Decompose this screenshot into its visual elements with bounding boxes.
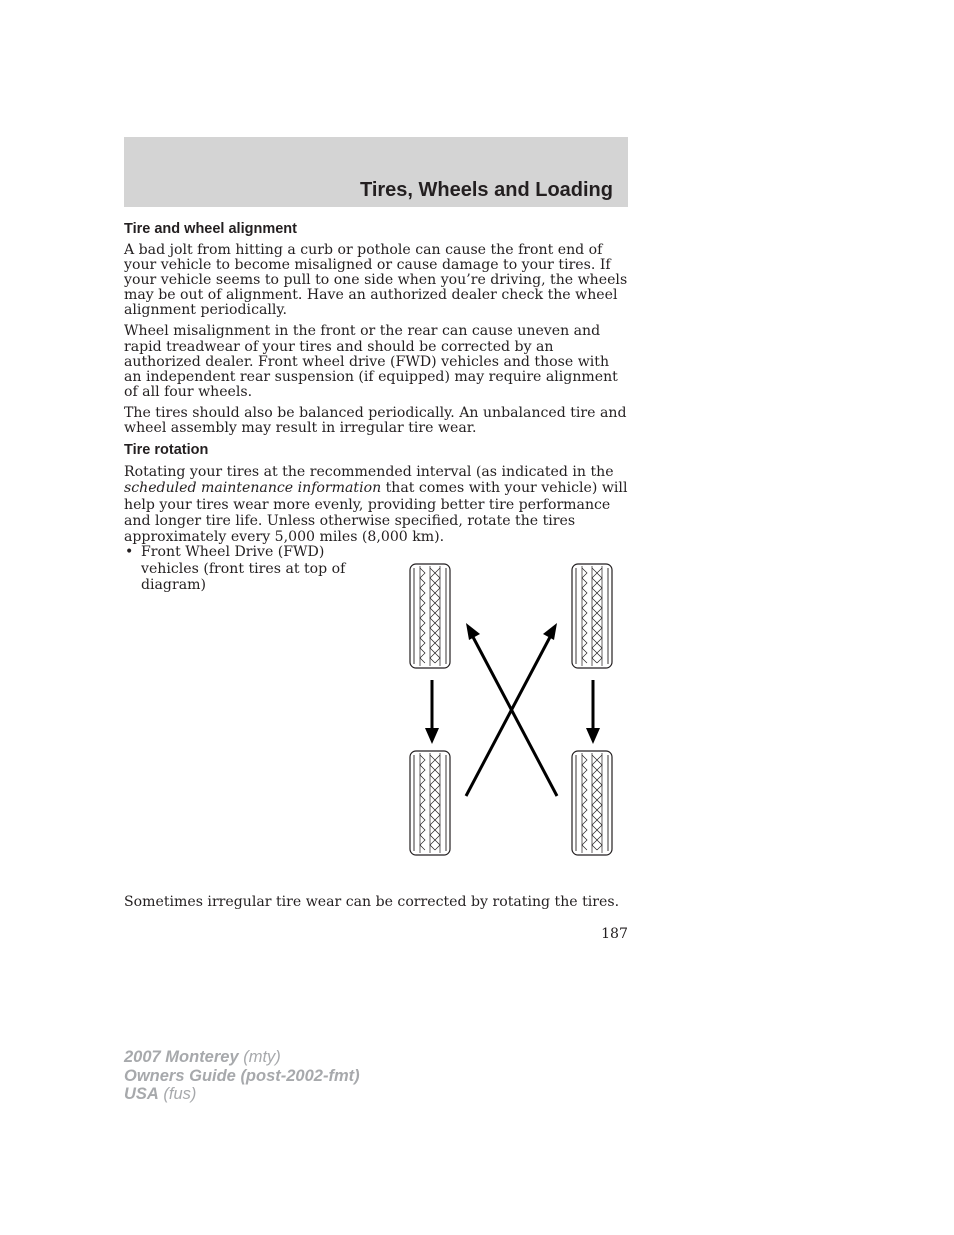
footer-region-code: (fus) (158, 1085, 197, 1103)
alignment-heading: Tire and wheel alignment (124, 221, 297, 237)
rotation-intro-italic: scheduled maintenance information (124, 480, 382, 497)
bullet-icon: • (125, 544, 134, 560)
footer-line-guide: Owners Guide (post-2002-fmt) (124, 1066, 360, 1085)
closing-paragraph: Sometimes irregular tire wear can be corrected by rotating the tires. (124, 894, 620, 910)
alignment-paragraph-3: The tires should also be balanced periodically. An unbalanced tire and wheel assembly may result in irregular tire wear. (124, 404, 627, 437)
alignment-paragraph-1: A bad jolt from hitting a curb or pothole can cause the front end of your vehicle to become misaligned or cause damage to your tires. If your vehicle seems to pull to one side when you’re driving, the wheels may be out of alignment. Have an authorized dealer check the wheel alignment periodically. (124, 242, 628, 319)
tire-rotation-diagram (400, 556, 630, 862)
fwd-bullet-text: Front Wheel Drive (FWD) vehicles (front tires at top of diagram) (141, 544, 346, 593)
page-number: 187 (601, 926, 628, 942)
footer-model: 2007 Monterey (124, 1048, 239, 1066)
footer-line-region (124, 1085, 360, 1104)
footer-line-model (124, 1048, 360, 1067)
rotation-intro-end: that comes with your vehicle) will help your tires wear more evenly, providing better tire performance and longer tire life. Unless otherwise specified, rotate the tires approximately every 5,000 miles (8,000 km). (124, 480, 628, 546)
front-left-tire-icon (410, 564, 450, 668)
document-footer (124, 1048, 360, 1104)
rear-left-tire-icon (410, 751, 450, 855)
section-title: Tires, Wheels and Loading (359, 179, 613, 201)
rotation-intro-start: Rotating your tires at the recommended interval (as indicated in the (124, 464, 614, 481)
rear-right-tire-icon (572, 751, 612, 855)
rotation-paragraph (124, 464, 628, 545)
alignment-paragraph-2: Wheel misalignment in the front or the rear can cause uneven and rapid treadwear of your tires and should be corrected by an authorized dealer. Front wheel drive (FWD) vehicles and those with an independent rear suspension (if equipped) may require alignment of all four wheels. (124, 323, 618, 400)
front-right-tire-icon (572, 564, 612, 668)
footer-model-code: (mty) (238, 1048, 281, 1066)
rotation-heading: Tire rotation (124, 442, 209, 459)
main-content (124, 221, 628, 552)
fwd-bullet-item (124, 544, 364, 594)
left-down-arrow-icon (425, 680, 439, 744)
footer-region: USA (124, 1085, 159, 1103)
right-down-arrow-icon (586, 680, 600, 744)
section-header-band (124, 137, 628, 207)
